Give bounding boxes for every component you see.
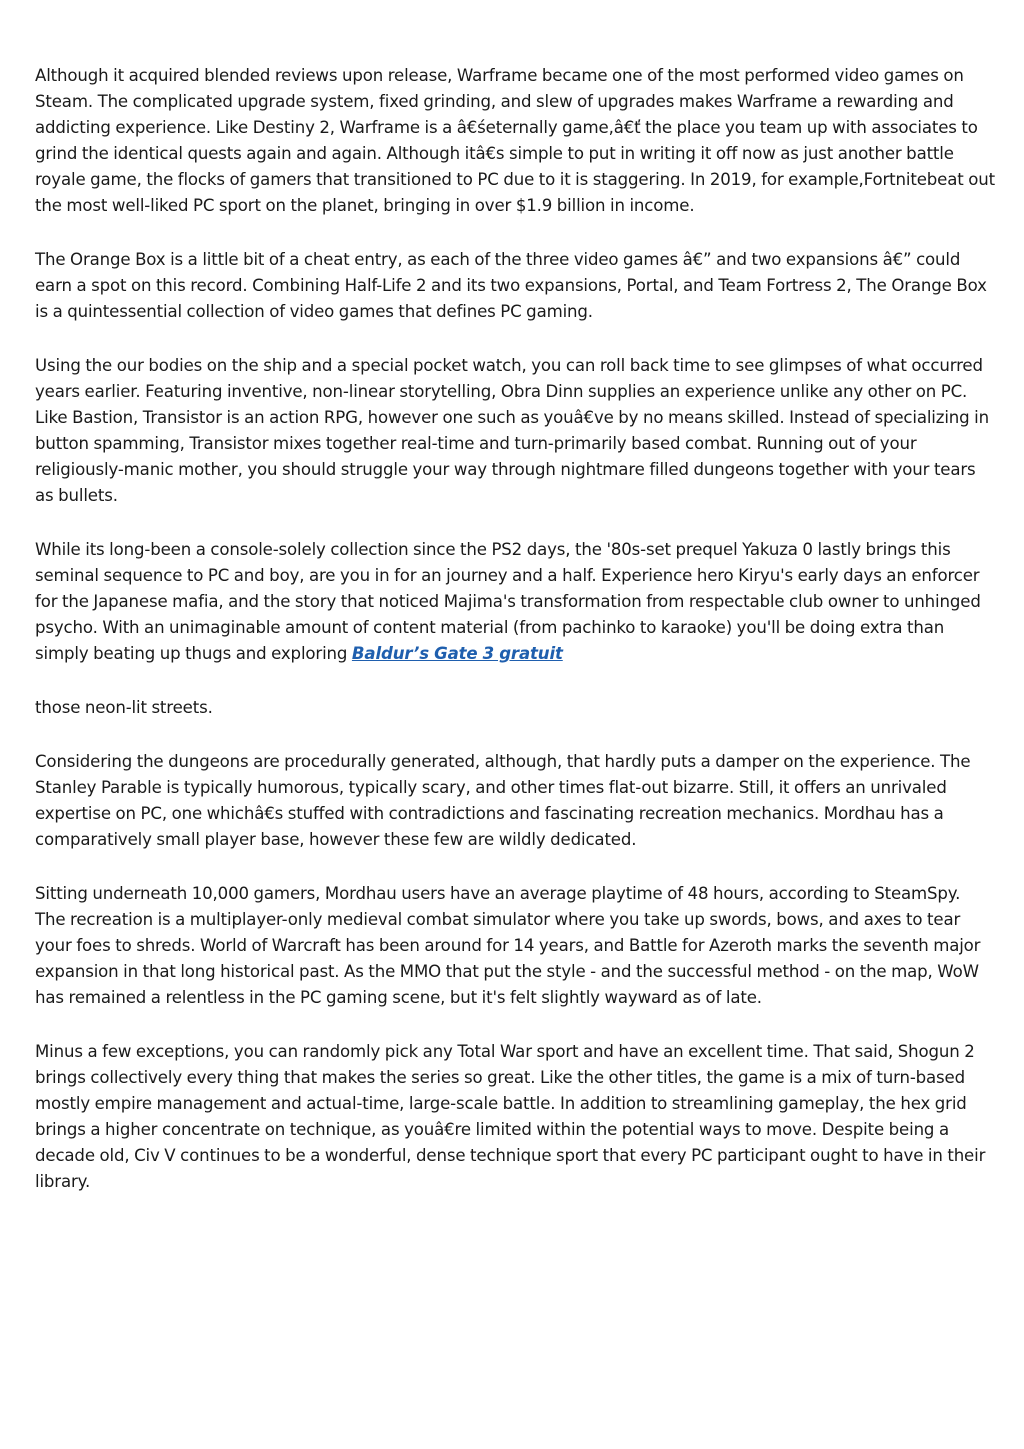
paragraph-orange-box: The Orange Box is a little bit of a cheat entry, as each of the three video games â€” and two expansions â€” could earn a spot on this record. Combining Half-Life 2 and its two expansions, Portal, and Team Fortress 2, The Orange Box is a quintessential collection of video games that defines PC gaming. bbox=[35, 250, 987, 321]
document-body bbox=[35, 63, 995, 1223]
paragraph-total-war: Minus a few exceptions, you can randomly pick any Total War sport and have an excellent time. That said, Shogun 2 brings collectively every thing that makes the series so great. Like the other titles, the game is a mix of turn-based mostly empire management and actual-time, large-scale battle. In addition to streamlining gameplay, the hex grid brings a higher concentrate on technique, as youâ€re limited within the potential ways to move. Despite being a decade old, Civ V continues to be a wonderful, dense technique sport that every PC participant ought to have in their library. bbox=[35, 1042, 986, 1191]
paragraph-warframe: Although it acquired blended reviews upon release, Warframe became one of the most performed video games on Steam. The complicated upgrade system, fixed grinding, and slew of upgrades makes Warframe a rewarding and addicting experience. Like Destiny 2, Warframe is a â€śeternally game,â€ť the place you team up with associates to grind the identical quests again and again. Although itâ€s simple to put in writing it off now as just another battle royale game, the flocks of gamers that transitioned to PC due to it is staggering. In 2019, for example,Fortnitebeat out the most well-liked PC sport on the planet, bringing in over $1.9 billion in income. bbox=[35, 66, 995, 215]
paragraph-yakuza bbox=[35, 537, 995, 667]
paragraph-neon-streets: those neon-lit streets. bbox=[35, 698, 213, 717]
baldurs-gate-link[interactable]: Baldur’s Gate 3 gratuit bbox=[351, 644, 563, 663]
paragraph-obra-dinn: Using the our bodies on the ship and a special pocket watch, you can roll back time to see glimpses of what occurred years earlier. Featuring inventive, non-linear storytelling, Obra Dinn supplies an experience unlike any other on PC. Like Bastion, Transistor is an action RPG, however one such as youâ€ve by no means skilled. Instead of specializing in button spamming, Transistor mixes together real-time and turn-primarily based combat. Running out of your religiously-manic mother, you should struggle your way through nightmare filled dungeons together with your tears as bullets. bbox=[35, 356, 989, 505]
paragraph-mordhau: Sitting underneath 10,000 gamers, Mordhau users have an average playtime of 48 hours, according to SteamSpy. The recreation is a multiplayer-only medieval combat simulator where you take up swords, bows, and axes to tear your foes to shreds. World of Warcraft has been around for 14 years, and Battle for Azeroth marks the seventh major expansion in that long historical past. As the MMO that put the style - and the successful method - on the map, WoW has remained a relentless in the PC gaming scene, but it's felt slightly wayward as of late. bbox=[35, 884, 981, 1007]
paragraph-yakuza-text: While its long-been a console-solely collection since the PS2 days, the '80s-set prequel Yakuza 0 lastly brings this seminal sequence to PC and boy, are you in for an journey and a half. Experience hero Kiryu's early days an enforcer for the Japanese mafia, and the story that noticed Majima's transformation from respectable club owner to unhinged psycho. With an unimaginable amount of content material (from pachinko to karaoke) you'll be doing extra than simply beating up thugs and exploring bbox=[35, 540, 981, 663]
paragraph-stanley-parable: Considering the dungeons are procedurally generated, although, that hardly puts a damper on the experience. The Stanley Parable is typically humorous, typically scary, and other times flat-out bizarre. Still, it offers an unrivaled expertise on PC, one whichâ€s stuffed with contradictions and fascinating recreation mechanics. Mordhau has a comparatively small player base, however these few are wildly dedicated. bbox=[35, 752, 971, 849]
